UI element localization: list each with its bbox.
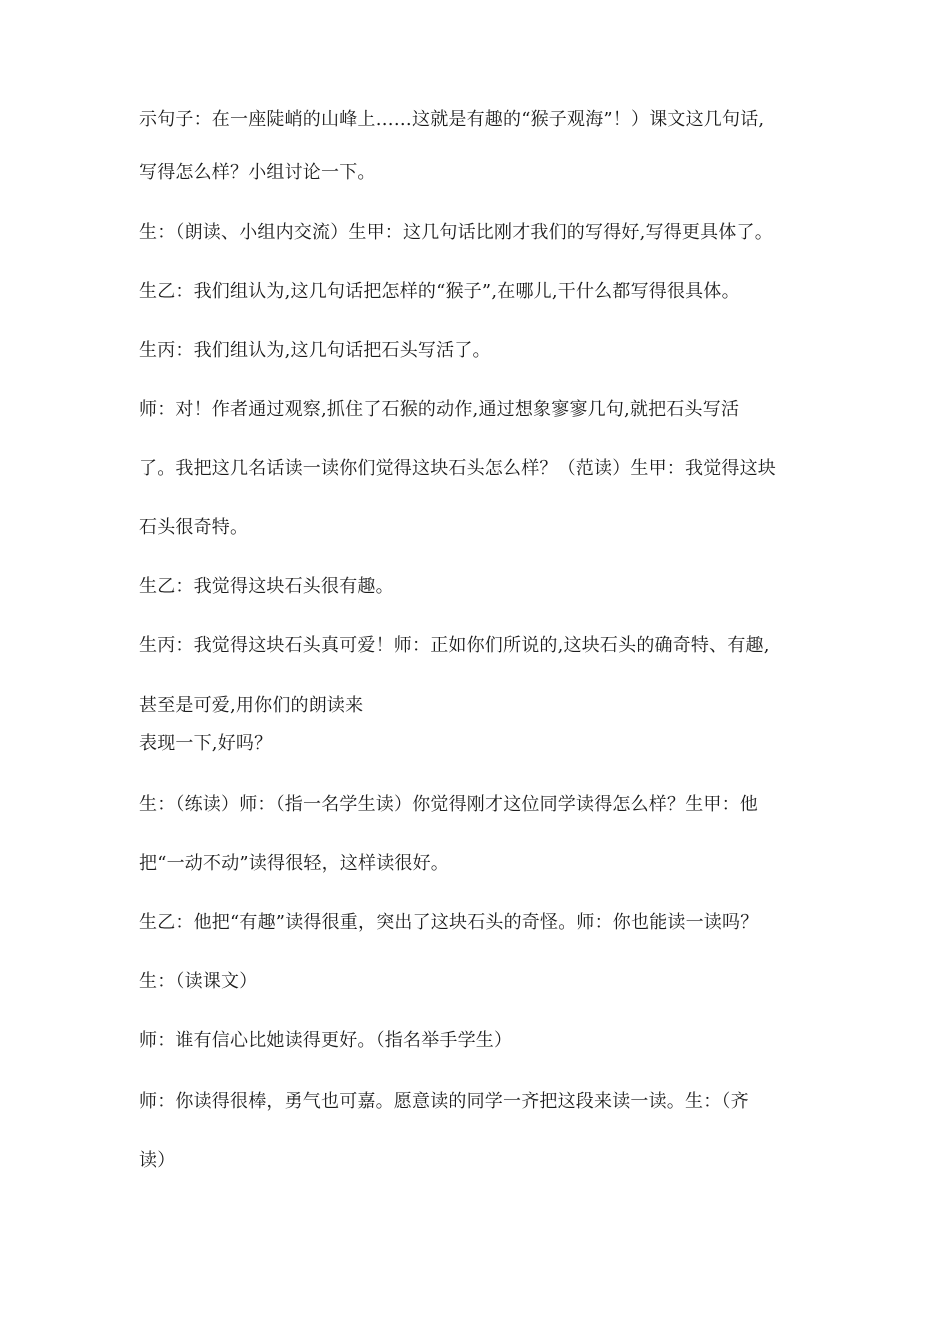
text-line-3: 生：（朗读、小组内交流）生甲：这几句话比刚才我们的写得好,写得更具体了。: [139, 222, 773, 243]
text-line-13: 生：（练读）师：（指一名学生读）你觉得刚才这位同学读得怎么样？生甲：他: [139, 794, 758, 815]
text-line-10: 生丙：我觉得这块石头真可爱！师：正如你们所说的,这块石头的确奇特、有趣,: [139, 635, 770, 656]
text-line-18: 师：你读得很棒，勇气也可嘉。愿意读的同学一齐把这段来读一读。生：（齐: [139, 1091, 749, 1112]
text-line-16: 生：（读课文）: [139, 971, 258, 992]
text-line-5: 生丙：我们组认为,这几句话把石头写活了。: [139, 340, 491, 361]
text-line-15: 生乙：他把“有趣”读得很重，突出了这块石头的奇怪。师：你也能读一读吗？: [139, 912, 759, 933]
text-line-1: 示句子：在一座陡峭的山峰上……这就是有趣的“猴子观海”！）课文这几句话,: [139, 109, 765, 130]
text-line-4: 生乙：我们组认为,这几句话把怎样的“猴子”,在哪儿,干什么都写得很具体。: [139, 281, 740, 302]
text-line-11: 甚至是可爱,用你们的朗读来: [139, 695, 364, 716]
text-line-9: 生乙：我觉得这块石头很有趣。: [139, 576, 394, 597]
text-line-8: 石头很奇特。: [139, 517, 249, 538]
text-line-12: 表现一下,好吗？: [139, 733, 273, 754]
text-line-2: 写得怎么样？小组讨论一下。: [139, 162, 376, 183]
text-line-19: 读）: [139, 1150, 176, 1171]
text-line-17: 师：谁有信心比她读得更好。（指名举手学生）: [139, 1030, 513, 1051]
text-line-7: 了。我把这几名话读一读你们觉得这块石头怎么样？（范读）生甲：我觉得这块: [139, 458, 776, 479]
text-line-6: 师：对！作者通过观察,抓住了石猴的动作,通过想象寥寥几句,就把石头写活: [139, 399, 740, 420]
text-line-14: 把“一动不动”读得很轻，这样读很好。: [139, 853, 450, 874]
